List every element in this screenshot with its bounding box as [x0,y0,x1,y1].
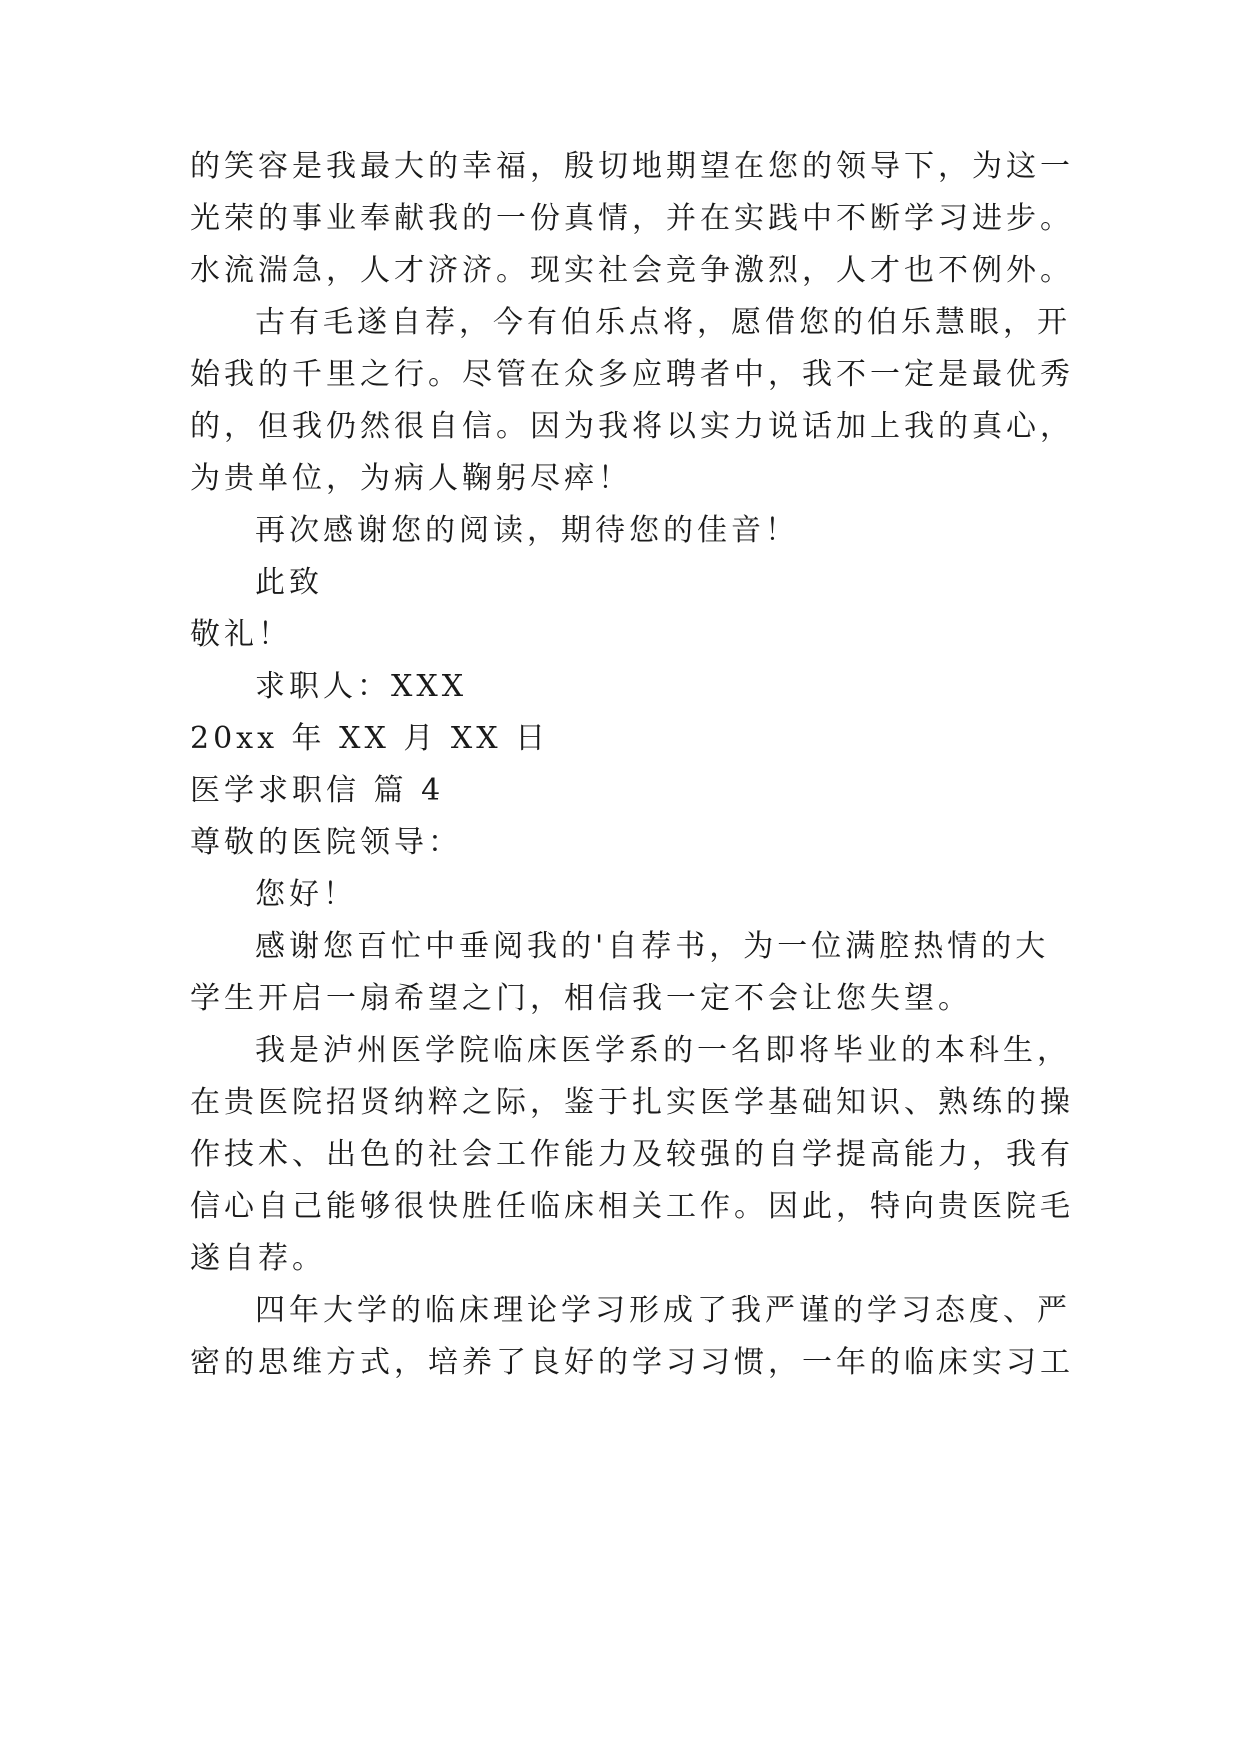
date-line: 20xx 年 XX 月 XX 日 [190,721,550,756]
greeting-line: 尊敬的医院领导： [190,825,462,860]
body-line: 学生开启一扇希望之门，相信我一定不会让您失望。 [190,981,972,1016]
paragraph-first-line: 我是泸州医学院临床医学系的一名即将毕业的本科生， [255,1033,1071,1068]
body-line: 的笑容是我最大的幸福，殷切地期望在您的领导下，为这一 [190,149,1074,184]
signature-line: 求职人：XXX [255,669,468,704]
body-line: 密的思维方式，培养了良好的学习习惯，一年的临床实习工 [190,1345,1074,1380]
body-line: 的，但我仍然很自信。因为我将以实力说话加上我的真心， [190,409,1074,444]
body-line: 作技术、出色的社会工作能力及较强的自学提高能力，我有 [190,1137,1074,1172]
closing-respect: 敬礼！ [190,617,292,652]
section-title: 医学求职信 篇 4 [190,773,445,808]
greeting-hello: 您好！ [255,877,357,912]
body-line: 始我的千里之行。尽管在众多应聘者中，我不一定是最优秀 [190,357,1074,392]
body-line: 遂自荐。 [190,1241,326,1276]
body-line: 水流湍急，人才济济。现实社会竞争激烈，人才也不例外。 [190,253,1074,288]
body-line: 光荣的事业奉献我的一份真情，并在实践中不断学习进步。 [190,201,1074,236]
body-line: 为贵单位，为病人鞠躬尽瘁！ [190,461,632,496]
paragraph-first-line: 再次感谢您的阅读，期待您的佳音！ [255,513,799,548]
paragraph-first-line: 四年大学的临床理论学习形成了我严谨的学习态度、严 [255,1293,1071,1328]
closing-salutation: 此致 [255,565,323,600]
paragraph-first-line: 古有毛遂自荐，今有伯乐点将，愿借您的伯乐慧眼，开 [255,305,1071,340]
paragraph-first-line: 感谢您百忙中垂阅我的'自荐书，为一位满腔热情的大 [255,929,1050,964]
body-line: 信心自己能够很快胜任临床相关工作。因此，特向贵医院毛 [190,1189,1074,1224]
body-line: 在贵医院招贤纳粹之际，鉴于扎实医学基础知识、熟练的操 [190,1085,1074,1120]
